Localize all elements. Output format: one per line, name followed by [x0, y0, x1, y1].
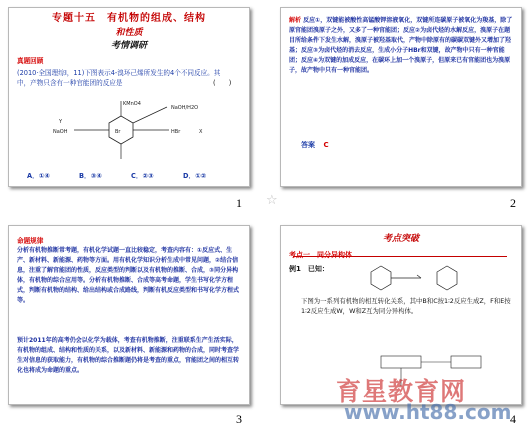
- svg-text:NaOH/H2O: NaOH/H2O: [171, 105, 199, 111]
- svg-text:HBr: HBr: [171, 129, 181, 135]
- example-label: 例1 已知：: [289, 265, 329, 273]
- slide-title: 专题十五 有机物的组成、结构: [52, 13, 206, 24]
- svg-text:KMnO4: KMnO4: [123, 101, 141, 107]
- page-number-3: 3: [236, 412, 242, 426]
- problem-text: 下图为一系列有机物的相互转化关系，其中B和C按1∶2反应生成Z，F和E按1∶2反应生成W，W和Z互为同分异构体。: [301, 297, 511, 315]
- choice-d: D．①②: [183, 172, 207, 180]
- slide-3-thumbnail[interactable]: [8, 225, 250, 405]
- watermark-url: www.ht88.com: [344, 400, 512, 424]
- answer-value: C: [323, 141, 329, 149]
- answer-blank: ( ): [213, 79, 232, 87]
- slide-2-thumbnail[interactable]: [280, 7, 522, 187]
- section-heading: 考情调研: [110, 41, 147, 51]
- answer-line: [301, 140, 329, 150]
- slide-star-icon: ☆: [266, 193, 278, 208]
- analysis-label: 解析: [289, 17, 302, 24]
- structure-diagram: [341, 260, 491, 300]
- watermark-brand: 育星教育网: [336, 377, 467, 406]
- paragraph-1: 分析有机物推断常考题，有机化学试题一直比较稳定，考查内容有：①反应式、生产、新材料、新能源、药物等方面。用有机化学知识分析生成中常见问题，②结合信息，注重了解官能团的性质，反应类型的判断以及有机物的推断、合成，③同分异构体，有机物的综合应用等。分析有机物推断、合成等高考命题，学生书写化学方程式，判断有机物的结构、给出结构或合成路线，判断有机反应类型和书写化学方程式等。: [17, 247, 240, 304]
- answer-label: 答案: [301, 141, 315, 149]
- point-heading: 考点一 同分异构体: [289, 251, 352, 259]
- svg-text:Y: Y: [59, 119, 63, 125]
- paragraph-2: 预计2011年的高考仍会以化学为载体，考查有机物推断，注重联系生产生活实际，有机物的组成、结构和性质的关系，以及新材料、新能源和药物的合成，同时考查学生对信息的获取能力，有机物的综合推断题仍将是考查的重点，官能团之间的相互转化也将成为命题的重点。: [17, 337, 240, 374]
- reaction-diagram: [49, 93, 219, 163]
- choice-b: B．③④: [79, 172, 102, 180]
- slide-subtitle: 和性质: [115, 28, 143, 38]
- analysis-paragraph: [289, 16, 513, 76]
- section-label: 命题规律: [17, 237, 44, 245]
- page-number-2: 2: [510, 196, 516, 210]
- section-label: 真题回顾: [17, 57, 44, 65]
- svg-text:X: X: [199, 129, 203, 135]
- page-number-4: 4: [510, 412, 516, 426]
- svg-text:NaOH: NaOH: [53, 129, 68, 135]
- analysis-text: 反应①，双键能被酸性高锰酸钾溶液氧化，双键所连碳原子被氧化为羧基，除了原官能团溴原子之外，又多了一种官能团；反应②为卤代烃的水解反应，溴原子在题目所给条件下发生水解，溴原子被羟基取代，产物中除原有的碳碳双键外又增加了羟基；反应③为卤代烃的消去反应，生成小分子HBr和双键，故产物中只有一种官能团；反应④为双键的加成反应，在碳环上加一个溴原子，但原来已有官能团也为溴原子，故产物中只有一种官能团。: [289, 17, 513, 74]
- section-heading: 考点突破: [382, 234, 419, 244]
- slide-1-thumbnail[interactable]: [8, 7, 250, 187]
- answer-choices: [27, 171, 247, 181]
- page-number-1: 1: [236, 196, 242, 210]
- choice-c: C．②③: [131, 172, 154, 180]
- choice-a: A．①④: [27, 172, 50, 180]
- question-text: (2010·全国理综Ⅰ，11)下图表示4-溴环己烯所发生的4个不同反应。其中，产物只含有一种官能团的反应是: [17, 69, 221, 87]
- svg-text:Br: Br: [115, 129, 121, 135]
